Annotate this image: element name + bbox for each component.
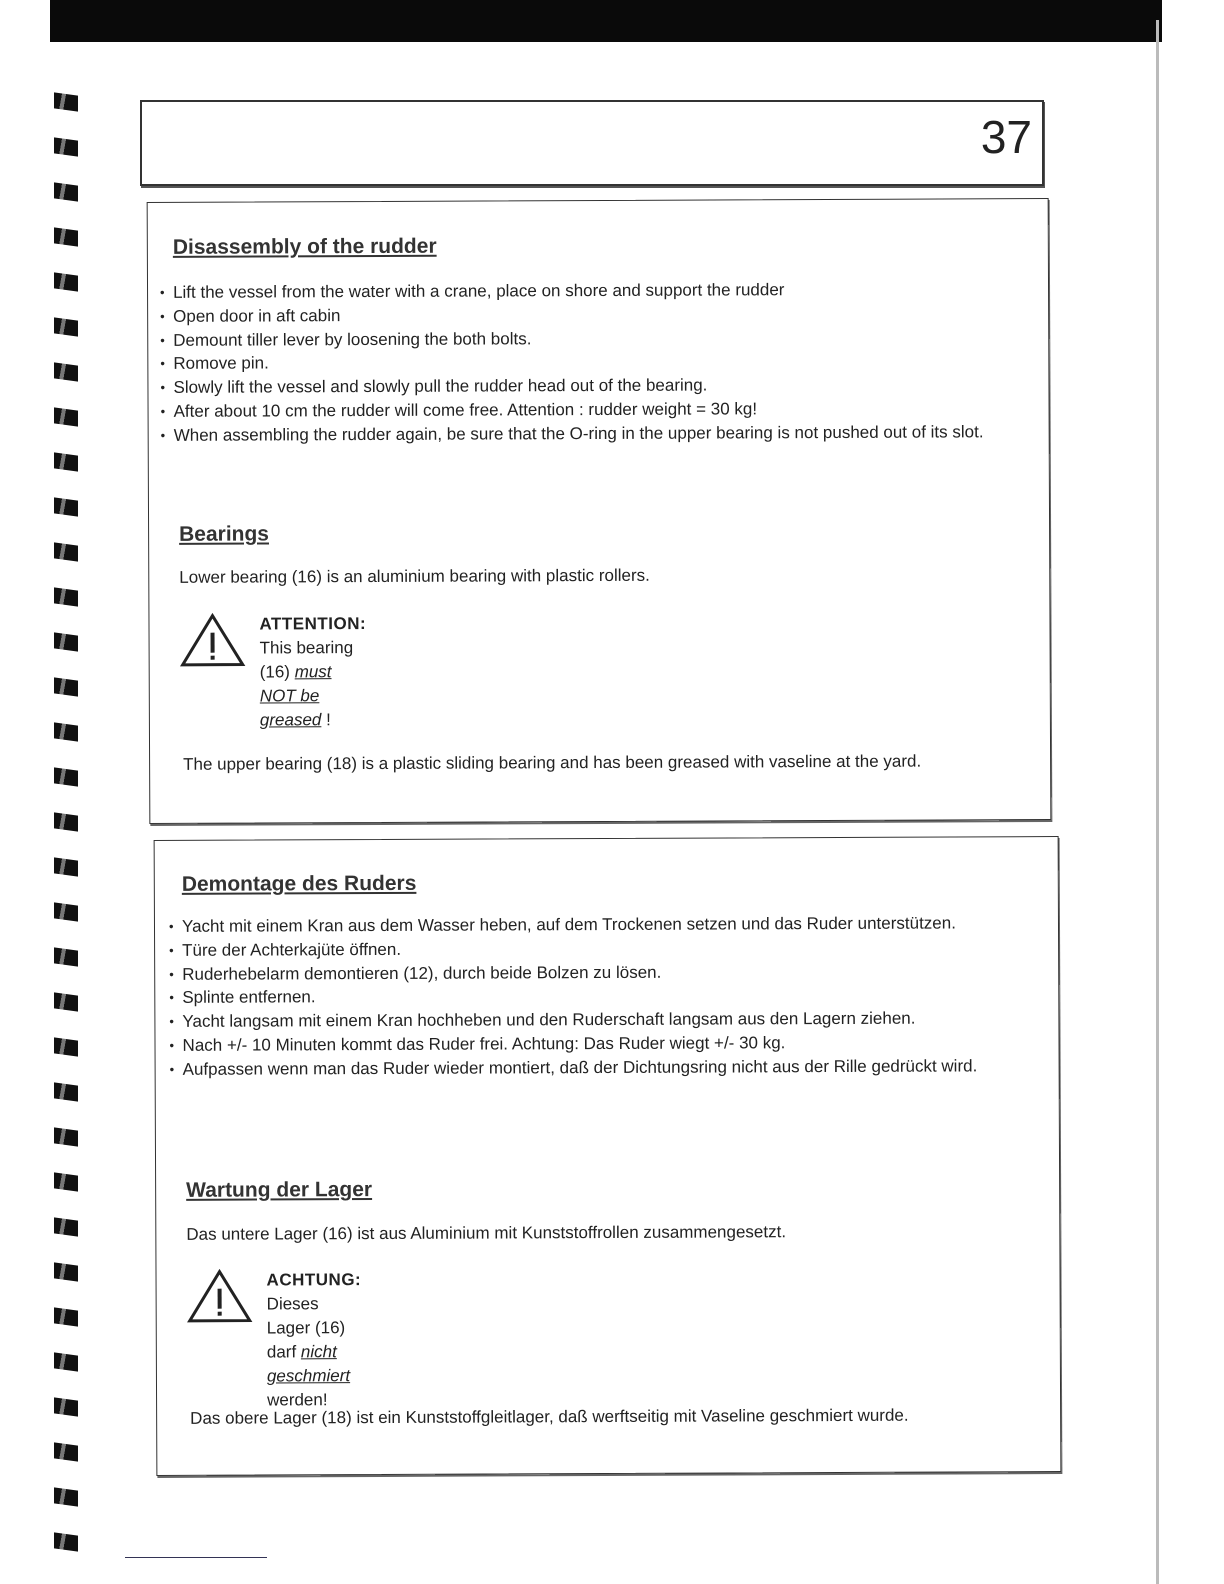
bearings-title: Wartung der Lager [186, 1178, 373, 1202]
list-item: • Aufpassen wenn man das Ruder wieder montiert, daß der Dichtungsring nicht aus der Rille gedrückt wird. [170, 1054, 1030, 1082]
warning-label: ACHTUNG: [266, 1270, 362, 1290]
binding-ring [50, 495, 90, 540]
binding-ring [50, 1440, 90, 1485]
page-number-box [140, 100, 1044, 186]
lower-bearing-text: Lower bearing (16) is an aluminium bearing with plastic rollers. [179, 565, 650, 587]
footer-rule [125, 1557, 267, 1558]
list-item: • Open door in aft cabin [160, 301, 1020, 329]
warning-text: Dieses Lager (16) darf [266, 1294, 346, 1362]
binding-ring [50, 450, 90, 495]
warning-icon [186, 1269, 252, 1325]
german-section [154, 836, 1062, 1476]
binding-ring [50, 585, 90, 630]
binding-ring [50, 1125, 90, 1170]
binding-ring [50, 630, 90, 675]
binding-ring [50, 720, 90, 765]
list-item: • Romove pin. [160, 349, 1020, 377]
section-title: Demontage des Ruders [181, 871, 417, 896]
list-item: • Yacht mit einem Kran aus dem Wasser heben, auf dem Trockenen setzen und das Ruder unterstützen. [169, 911, 1029, 939]
binding-ring [50, 675, 90, 720]
page-edge [1156, 20, 1159, 1584]
warning-emphasis: must NOT be greased [259, 662, 332, 730]
binding-ring [50, 1485, 90, 1530]
binding-ring [50, 1350, 90, 1395]
binding-ring [50, 135, 90, 180]
upper-bearing-text: Das obere Lager (18) ist ein Kunststoffgleitlager, daß werftseitig mit Vaseline geschmiert wurde. [190, 1405, 909, 1428]
warning-text: This bearing (16) [259, 638, 354, 682]
list-item: • Demount tiller lever by loosening the both bolts. [160, 325, 1020, 353]
steps-list [160, 277, 1021, 447]
list-item: • Splinte entfernen. [169, 983, 1029, 1011]
binding-ring [50, 1215, 90, 1260]
spiral-binding [50, 90, 90, 1575]
warning-emphasis: nicht geschmiert [266, 1342, 351, 1386]
binding-ring [50, 810, 90, 855]
binding-ring [50, 765, 90, 810]
list-item: • Yacht langsam mit einem Kran hochheben und den Ruderschaft langsam aus den Lagern ziehen. [169, 1006, 1029, 1034]
binding-ring [50, 315, 90, 360]
warning-text-end: ! [321, 710, 331, 730]
binding-ring [50, 405, 90, 450]
list-item: • Slowly lift the vessel and slowly pull the rudder head out of the bearing. [160, 372, 1020, 400]
list-item: • Türe der Achterkajüte öffnen. [169, 935, 1029, 963]
binding-ring [50, 1260, 90, 1305]
section-title: Disassembly of the rudder [172, 234, 437, 259]
binding-ring [50, 1530, 90, 1575]
binding-ring [50, 1170, 90, 1215]
binding-ring [50, 225, 90, 270]
binding-ring [50, 1080, 90, 1125]
binding-ring [50, 1035, 90, 1080]
list-item: • Ruderhebelarm demontieren (12), durch beide Bolzen zu lösen. [169, 959, 1029, 987]
binding-ring [50, 90, 90, 135]
list-item: • Nach +/- 10 Minuten kommt das Ruder frei. Achtung: Das Ruder wiegt +/- 30 kg. [169, 1030, 1029, 1058]
binding-ring [50, 1305, 90, 1350]
upper-bearing-text: The upper bearing (18) is a plastic sliding bearing and has been greased with vaseline at the yard. [183, 751, 922, 774]
english-section [147, 198, 1052, 824]
scan-top-band [50, 0, 1162, 42]
binding-ring [50, 990, 90, 1035]
bearings-title: Bearings [179, 522, 270, 546]
binding-ring [50, 1395, 90, 1440]
list-item: • After about 10 cm the rudder will come free. Attention : rudder weight = 30 kg! [161, 396, 1021, 424]
warning-icon [179, 613, 245, 669]
binding-ring [50, 945, 90, 990]
list-item: • When assembling the rudder again, be sure that the O-ring in the upper bearing is not pushed out of its slot. [161, 420, 1021, 448]
list-item: • Lift the vessel from the water with a crane, place on shore and support the rudder [160, 277, 1020, 305]
page-number: 37 [980, 111, 1032, 163]
binding-ring [50, 360, 90, 405]
warning-label: ATTENTION: [259, 614, 367, 634]
binding-ring [50, 855, 90, 900]
warning-text-end: werden! [267, 1390, 328, 1410]
binding-ring [50, 540, 90, 585]
steps-list [169, 911, 1030, 1081]
lower-bearing-text: Das untere Lager (16) ist aus Aluminium mit Kunststoffrollen zusammengesetzt. [186, 1222, 787, 1244]
binding-ring [50, 180, 90, 225]
binding-ring [50, 900, 90, 945]
binding-ring [50, 270, 90, 315]
